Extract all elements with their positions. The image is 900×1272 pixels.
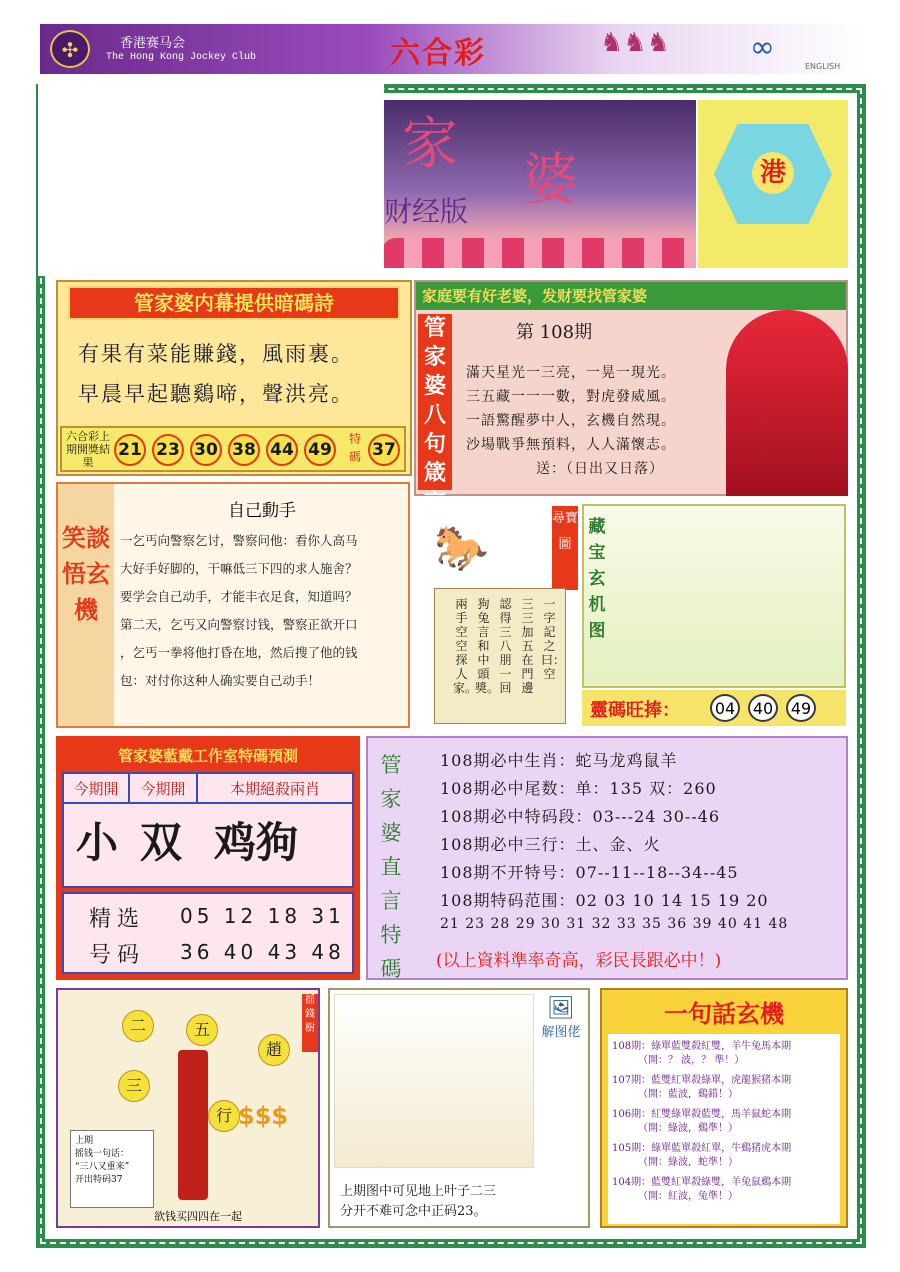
tip-line: 108期必中特码段：03---24 30--46	[440, 807, 721, 826]
forecast-header: 今期開	[130, 774, 198, 804]
note-line: 开出特码37	[75, 1175, 123, 1185]
treasure-picture-title: 藏宝玄机图	[588, 517, 606, 641]
joke-line: ，乞丐一拳将他打昏在地，然后搜了他的钱	[120, 645, 358, 660]
forecast-title: 管家婆藍戴工作室特碼預測	[117, 747, 298, 765]
riddle-scroll	[434, 588, 566, 724]
note-line: 上期	[75, 1136, 94, 1146]
treasure-box	[414, 502, 848, 728]
jockey-club-logo[interactable]: ✣	[50, 30, 90, 68]
direct-tips-box	[366, 736, 848, 980]
verse-line: 滿天星光一三亮，一晃一現光。	[466, 365, 676, 381]
joke-box	[56, 482, 410, 728]
interpreter-label	[536, 996, 586, 1048]
result-ball: 49	[304, 434, 336, 466]
riddle-result: （開：藍波，鷄錯！）	[638, 1089, 738, 1100]
tree-coin: 三	[118, 1070, 150, 1102]
joke-line: 要学会自己动手，才能丰衣足食，知道吗？	[120, 589, 358, 604]
forecast-header: 今期開	[64, 774, 130, 804]
forecast-grid	[62, 772, 354, 888]
direct-footer: (以上資料準率奇高，彩民長跟必中！)	[436, 951, 722, 971]
joke-line: 大好手好脚的，干嘛低三下四的求人施舍？	[120, 561, 358, 576]
riddle-result: （開：？ 波，？ 準！）	[638, 1055, 745, 1066]
blank-area	[38, 84, 384, 276]
pick-row: 05 12 18 31	[180, 904, 345, 928]
treasure-picture	[582, 504, 846, 688]
lucky-label: 靈碼旺捧：	[590, 700, 680, 721]
riddle-line: 108期：綠單藍雙殺紅雙，羊牛兔馬本期	[612, 1041, 792, 1052]
money-tree-label: 摇錢樹	[302, 994, 318, 1052]
joke-line: 包：对付你这种人确实要自己动手！	[120, 673, 321, 688]
riddle-heading: 一句話玄機	[664, 999, 784, 1028]
interpreter-text: 解图佬	[541, 1025, 581, 1040]
forecast-big: 小	[76, 818, 119, 867]
result-ball: 21	[114, 434, 146, 466]
special-label: 特碼	[348, 432, 361, 464]
verse-line: 沙場戰爭無預料，人人滿懷志。	[466, 437, 676, 453]
tree-trunk	[178, 1050, 208, 1200]
eight-lines-box	[414, 280, 848, 496]
verse-line: 三五藏一一一數，對虎發威風。	[466, 389, 676, 405]
tip-line: 108期特码范围：02 03 10 14 15 19 20	[440, 891, 769, 910]
tree-coin: 二	[122, 1010, 154, 1042]
header-bar	[40, 24, 866, 74]
joke-line: 一乞丐向警察乞讨，警察问他：看你人高马	[120, 533, 358, 548]
english-link[interactable]: ENGLISH	[805, 62, 841, 71]
scroll-column: 認得三八朋一回	[499, 597, 512, 695]
scroll-column: 三三加五在門邊	[521, 597, 534, 695]
puzzle-caption: 分开不难可念中正码23。	[340, 1204, 487, 1219]
money-tree-box	[56, 988, 320, 1228]
org-name-cn: 香港赛马会	[120, 36, 186, 51]
pick-numbers	[62, 892, 354, 974]
money-glyph-icon: $$$	[238, 1102, 289, 1130]
treasure-label: 尋寶圖	[552, 506, 578, 590]
masthead-subtitle: 财经版	[384, 195, 469, 228]
forecast-header: 本期絕殺兩肖	[198, 774, 352, 804]
puzzle-picture-box	[328, 988, 590, 1228]
pick-label: 精选	[88, 907, 145, 932]
page-title: 六合彩	[390, 36, 486, 71]
verse-line: 一語驚醒夢中人，玄機自然現。	[466, 413, 676, 429]
riddle-line: 104期：藍雙紅單殺綠雙，羊兔鼠鷄本期	[612, 1177, 792, 1188]
tree-coin: 行	[208, 1100, 240, 1132]
riddle-result: （開：綠波，蛇準！）	[638, 1157, 738, 1168]
bride-image	[726, 310, 848, 496]
lucky-ball: 40	[748, 694, 778, 722]
forecast-box	[56, 736, 360, 980]
riddle-result: （開：綠波，鷄準！）	[638, 1123, 738, 1134]
masthead-char-2: 婆	[522, 148, 578, 213]
eight-lines-banner: 家庭要有好老婆，发财要找管家婆	[416, 282, 846, 310]
poem-line-1: 有果有菜能賺錢，風雨裏。	[78, 342, 354, 366]
masthead-banner	[382, 100, 696, 268]
masthead-char-1: 家	[402, 112, 458, 177]
lucky-numbers	[582, 690, 846, 726]
tree-coin: 趙	[258, 1034, 290, 1066]
riddle-result: （開：紅波，兔準！）	[638, 1191, 738, 1202]
tip-line: 108期必中三行：土、金、火	[440, 835, 661, 854]
result-ball: 38	[228, 434, 260, 466]
result-ball: 23	[152, 434, 184, 466]
poem-line-2: 早晨早起聽鷄啼，聲洪亮。	[78, 382, 354, 406]
lotus-decoration	[382, 238, 696, 268]
direct-side-title: 管家婆直言特碼	[380, 753, 402, 981]
puzzle-caption: 上期图中可见地上叶子二三	[340, 1184, 497, 1199]
note-line: “三八又重来”	[75, 1162, 130, 1172]
scroll-column: 狗兔言和中頭獎。	[475, 597, 500, 695]
interpreter-icon: 🖼	[547, 996, 575, 1021]
lucky-ball: 49	[786, 694, 816, 722]
forecast-big: 双	[140, 818, 183, 867]
joke-title: 自己動手	[228, 501, 296, 521]
last-results	[60, 426, 406, 472]
results-label: 六合彩上期開獎結果	[66, 430, 110, 469]
lucky-ball: 04	[710, 694, 740, 722]
org-name-en: The Hong Kong Jockey Club	[106, 52, 257, 63]
pick-label: 号码	[88, 943, 145, 968]
scroll-column: 兩手空空探人家。	[453, 597, 478, 695]
puzzle-illustration	[334, 994, 534, 1168]
riddle-line: 107期：藍雙紅單殺綠單，虎龍猴猪本期	[612, 1075, 792, 1086]
one-line-riddle-box	[600, 988, 848, 1228]
special-ball: 37	[368, 434, 400, 466]
joke-line: 第二天，乞丐又向警察讨钱，警察正欲开口	[120, 617, 358, 632]
money-tree-hint: 欲钱买四四在一起	[154, 1210, 242, 1223]
money-tree-note	[70, 1130, 154, 1208]
racehorse-icon: 🐎	[434, 523, 489, 574]
poem-heading: 管家婆内幕提供暗碼詩	[68, 286, 400, 320]
riddle-list	[608, 1034, 840, 1224]
verse-gift: 送：（日出又日落）	[536, 461, 664, 477]
horses-icon: ♞♞♞	[600, 28, 670, 58]
riddle-line: 106期：紅雙綠單殺藍雙，馬羊鼠蛇本期	[612, 1109, 792, 1120]
tip-line: 21 23 28 29 30 31 32 33 35 36 39 40 41 48	[440, 916, 789, 932]
lantern-char: 港	[752, 152, 794, 194]
tip-line: 108期必中尾数：单：135 双：260	[440, 779, 717, 798]
result-ball: 44	[266, 434, 298, 466]
scroll-column: 一字記之曰：空	[541, 597, 566, 681]
result-ball: 30	[190, 434, 222, 466]
pick-row: 36 40 43 48	[180, 940, 345, 964]
note-line: 摇钱一句话：	[75, 1149, 130, 1159]
rings-logo-icon: ∞	[750, 30, 775, 65]
eight-lines-side: 管家婆八句箴	[418, 314, 452, 490]
riddle-line: 105期：綠單藍單殺紅單，牛鷄猪虎本期	[612, 1143, 792, 1154]
lantern-graphic	[698, 100, 848, 268]
issue-number: 第 108期	[516, 322, 593, 343]
joke-side-title: 笑談悟玄機	[58, 484, 114, 726]
tree-coin: 五	[186, 1014, 218, 1046]
tip-line: 108期必中生肖：蛇马龙鸡鼠羊	[440, 751, 678, 770]
tip-line: 108期不开特号：07--11--18--34--45	[440, 863, 739, 882]
forecast-kill: 鸡狗	[214, 818, 299, 867]
